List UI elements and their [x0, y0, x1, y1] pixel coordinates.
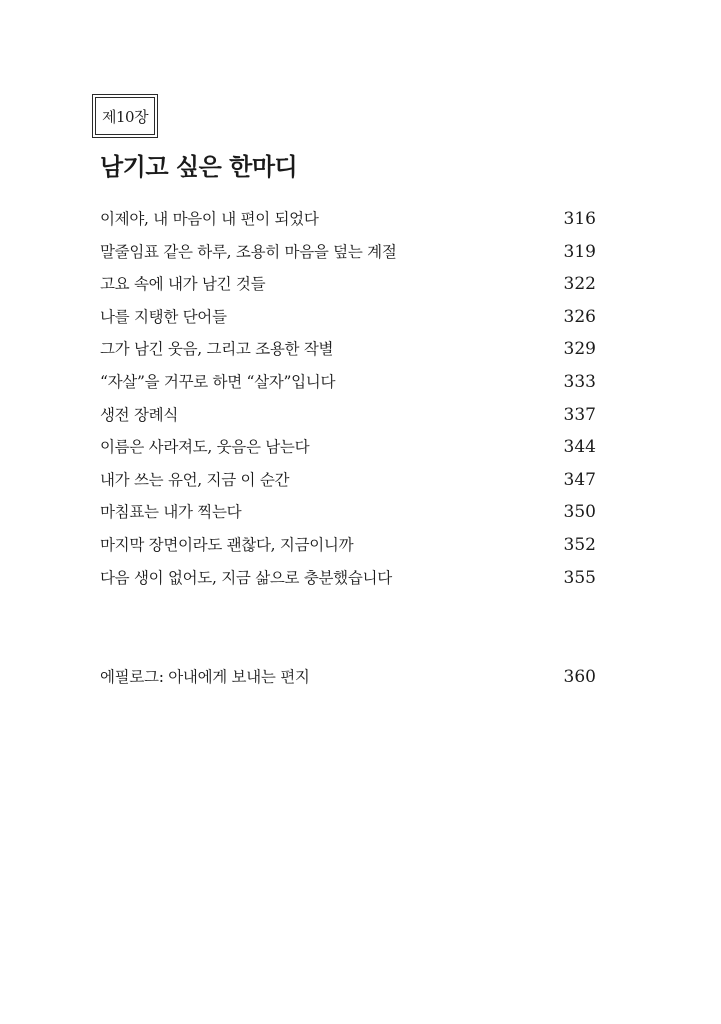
toc-entry-page: 319: [563, 241, 596, 262]
toc-entry-title: “자살”을 거꾸로 하면 “살자”입니다: [100, 372, 336, 391]
toc-entry-page: 329: [563, 339, 596, 360]
toc-entry[interactable]: [100, 305, 596, 338]
chapter-label: 제10장: [102, 107, 149, 126]
toc-entry[interactable]: [100, 468, 596, 501]
toc-entry[interactable]: [100, 500, 596, 533]
toc-entry-page: 333: [563, 371, 596, 392]
toc-entry-title: 이제야, 내 마음이 내 편이 되었다: [100, 210, 319, 228]
toc-entry-title: 고요 속에 내가 남긴 것들: [100, 275, 266, 294]
epilogue-title: 에필로그: 아내에게 보내는 편지: [100, 668, 310, 686]
toc-entry-page: 344: [563, 437, 596, 458]
toc-entry-page: 316: [563, 209, 596, 229]
toc-entry-title: 생전 장례식: [100, 405, 178, 424]
epilogue-row: [100, 665, 596, 698]
toc-entry[interactable]: [100, 370, 596, 403]
toc-entry[interactable]: [100, 533, 596, 566]
toc-entry-page: 347: [563, 469, 596, 490]
toc-entry-title: 나를 지탱한 단어들: [100, 307, 227, 326]
toc-entry-title: 말줄임표 같은 하루, 조용히 마음을 덮는 계절: [100, 242, 397, 261]
epilogue-page: 360: [563, 667, 596, 687]
chapter-title: 남기고 싶은 한마디: [100, 152, 298, 181]
toc-entry-page: 337: [563, 404, 596, 425]
toc-entry-title: 마침표는 내가 찍는다: [100, 503, 242, 522]
epilogue-entry[interactable]: [100, 665, 596, 698]
toc-entry-title: 다음 생이 없어도, 지금 삶으로 충분했습니다: [100, 568, 392, 587]
toc-entry-page: 355: [563, 567, 596, 588]
toc-entry[interactable]: [100, 272, 596, 305]
chapter-label-box: [95, 97, 155, 135]
toc-entry[interactable]: [100, 566, 596, 599]
toc-entry[interactable]: [100, 435, 596, 468]
toc-entry-page: 326: [563, 306, 596, 327]
toc-entry[interactable]: [100, 207, 596, 240]
toc-entry-title: 내가 쓰는 유언, 지금 이 순간: [100, 470, 290, 489]
toc-entry-title: 그가 남긴 웃음, 그리고 조용한 작별: [100, 340, 334, 359]
toc-entry[interactable]: [100, 337, 596, 370]
toc-entry-title: 마지막 장면이라도 괜찮다, 지금이니까: [100, 535, 354, 554]
table-of-contents: [100, 207, 596, 598]
toc-entry[interactable]: [100, 403, 596, 436]
toc-entry-page: 322: [563, 274, 596, 295]
toc-entry-page: 350: [563, 502, 596, 523]
toc-entry-title: 이름은 사라져도, 웃음은 남는다: [100, 438, 310, 457]
toc-entry[interactable]: [100, 240, 596, 273]
toc-entry-page: 352: [563, 534, 596, 555]
